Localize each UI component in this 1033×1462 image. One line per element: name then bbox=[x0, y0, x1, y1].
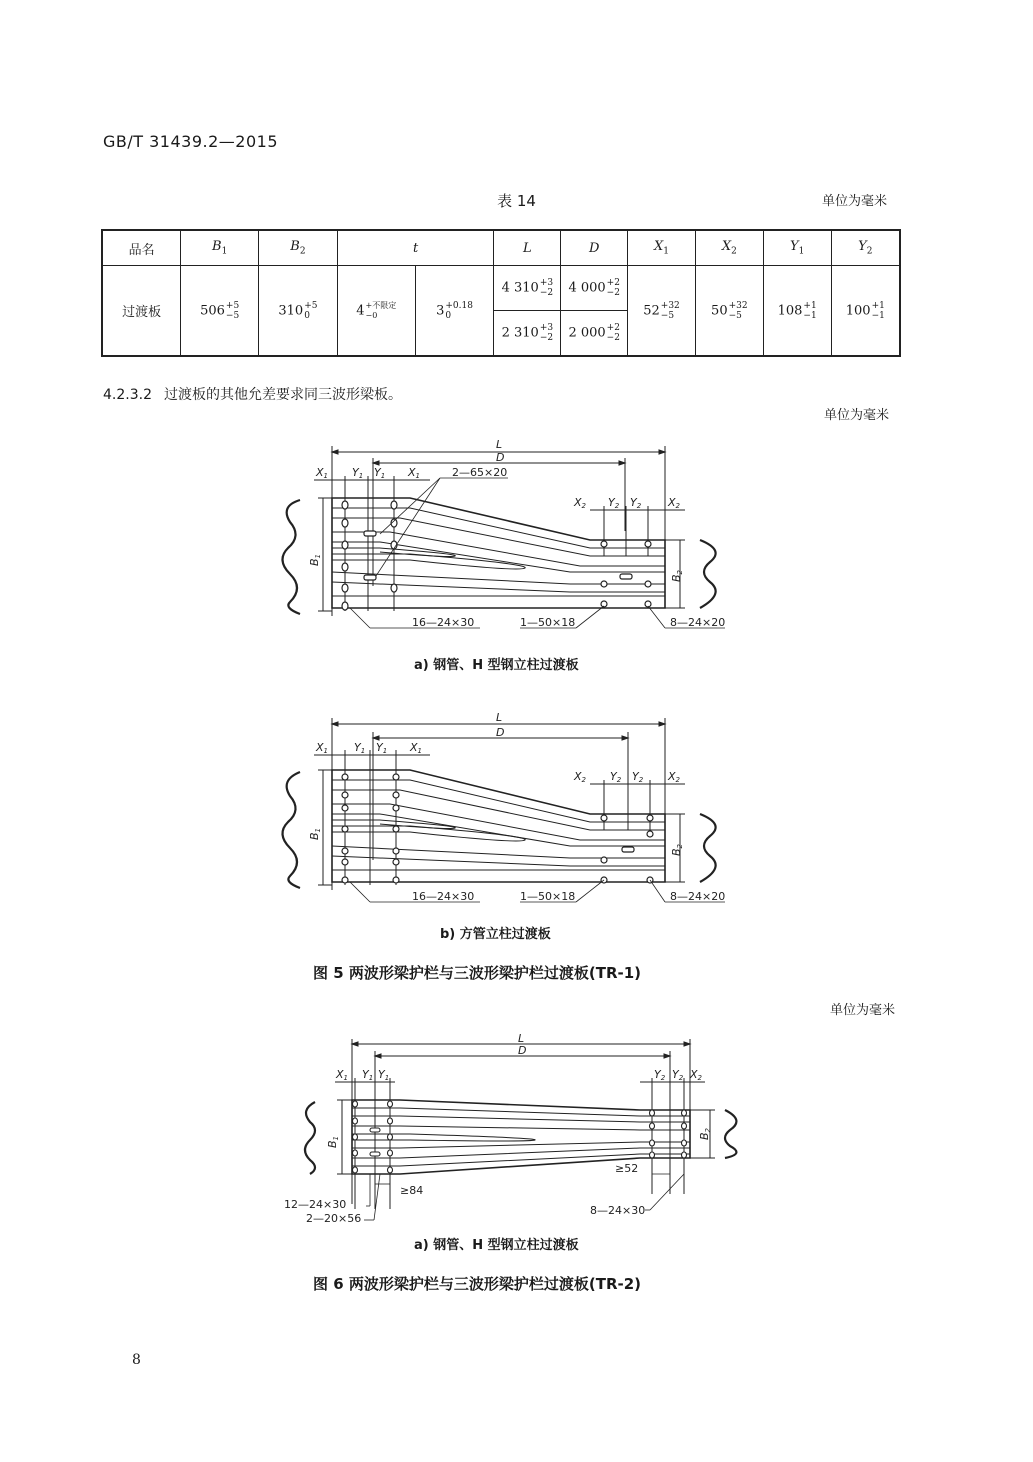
figure6a-drawing bbox=[280, 1034, 760, 1224]
svg-text:X2: X2 bbox=[574, 770, 587, 784]
cell-l2: 2 310 +3 −2 bbox=[494, 311, 561, 357]
svg-text:B1: B1 bbox=[326, 1135, 340, 1148]
svg-text:B2: B2 bbox=[670, 843, 684, 856]
header-cell: $Y_1$ bbox=[763, 230, 831, 266]
figure5-title: 图 5 两波形梁护栏与三波形梁护栏过渡板(TR-1) bbox=[313, 964, 642, 982]
header-cell: D bbox=[561, 230, 628, 266]
standard-number: GB/T 31439.2—2015 bbox=[103, 132, 279, 151]
callout: 1—50×18 bbox=[520, 890, 576, 903]
cell-y2: 100 +1 −1 bbox=[831, 266, 900, 357]
svg-text:D: D bbox=[518, 1044, 527, 1057]
svg-text:B1: B1 bbox=[308, 827, 322, 840]
callout: 16—24×30 bbox=[412, 616, 475, 629]
table-unit: 单位为毫米 bbox=[822, 194, 888, 209]
callout: 2—65×20 bbox=[452, 466, 508, 479]
svg-text:B2: B2 bbox=[670, 569, 684, 582]
figure6-title: 图 6 两波形梁护栏与三波形梁护栏过渡板(TR-2) bbox=[313, 1275, 642, 1293]
figure5a-drawing bbox=[270, 436, 750, 636]
svg-text:B2: B2 bbox=[698, 1127, 712, 1140]
svg-text:X1: X1 bbox=[410, 741, 423, 755]
figure5b-caption: b) 方管立柱过渡板 bbox=[440, 927, 551, 942]
svg-text:Y2: Y2 bbox=[610, 770, 622, 784]
callout: 12—24×30 bbox=[284, 1198, 347, 1211]
figure5a-caption: a) 钢管、H 型钢立柱过渡板 bbox=[414, 658, 579, 673]
row-name: 过渡板 bbox=[102, 266, 181, 357]
header-cell: 品名 bbox=[102, 230, 181, 266]
svg-text:Y2: Y2 bbox=[608, 496, 620, 510]
callout: 8—24×30 bbox=[590, 1204, 646, 1217]
cell-d1: 4 000 +2 −2 bbox=[561, 266, 628, 311]
svg-text:L: L bbox=[496, 711, 503, 724]
svg-text:Y2: Y2 bbox=[632, 770, 644, 784]
header-cell: t bbox=[337, 230, 494, 266]
figure5-unit: 单位为毫米 bbox=[824, 408, 890, 423]
cell-l1: 4 310 +3 −2 bbox=[494, 266, 561, 311]
callout: ≥52 bbox=[615, 1162, 639, 1175]
cell-b1: 506 +5 −5 bbox=[181, 266, 259, 357]
table-header-row bbox=[102, 230, 900, 266]
svg-text:X1: X1 bbox=[316, 466, 329, 480]
figure6a-caption: a) 钢管、H 型钢立柱过渡板 bbox=[414, 1238, 579, 1253]
cell-b2: 310 +5 0 bbox=[259, 266, 338, 357]
callout: ≥84 bbox=[400, 1184, 424, 1197]
header-cell: L bbox=[494, 230, 561, 266]
dim-D: D bbox=[496, 451, 505, 464]
callout: 8—24×20 bbox=[670, 616, 726, 629]
svg-text:Y1: Y1 bbox=[354, 741, 366, 755]
table-title: 表 14 bbox=[497, 192, 536, 210]
svg-text:X2: X2 bbox=[668, 770, 681, 784]
cell-t1: 4 +不限定 −0 bbox=[337, 266, 415, 357]
svg-text:Y2: Y2 bbox=[654, 1068, 666, 1082]
svg-text:Y1: Y1 bbox=[378, 1068, 390, 1082]
callout: 1—50×18 bbox=[520, 616, 576, 629]
svg-text:Y1: Y1 bbox=[362, 1068, 374, 1082]
svg-text:X2: X2 bbox=[668, 496, 681, 510]
header-cell: $B_2$ bbox=[259, 230, 338, 266]
svg-text:Y1: Y1 bbox=[352, 466, 364, 480]
svg-text:X2: X2 bbox=[690, 1068, 703, 1082]
callout: 16—24×30 bbox=[412, 890, 475, 903]
callout: 2—20×56 bbox=[306, 1212, 362, 1224]
cell-x1: 52 +32 −5 bbox=[628, 266, 696, 357]
svg-text:D: D bbox=[496, 726, 505, 739]
clause-4-2-3-2 bbox=[103, 384, 402, 404]
header-cell: $Y_2$ bbox=[831, 230, 900, 266]
header-cell: $X_1$ bbox=[628, 230, 696, 266]
page-number: 8 bbox=[132, 1352, 141, 1368]
figure5b-drawing bbox=[270, 710, 750, 910]
dim-L: L bbox=[496, 438, 503, 451]
cell-t2: 3 +0.18 0 bbox=[415, 266, 494, 357]
svg-text:Y2: Y2 bbox=[672, 1068, 684, 1082]
svg-text:L: L bbox=[518, 1034, 525, 1045]
table-row bbox=[102, 266, 900, 311]
clause-text: 过渡板的其他允差要求同三波形梁板。 bbox=[163, 387, 402, 403]
svg-text:Y2: Y2 bbox=[630, 496, 642, 510]
callout: 8—24×20 bbox=[670, 890, 726, 903]
svg-text:X1: X1 bbox=[316, 741, 329, 755]
svg-text:Y1: Y1 bbox=[374, 466, 386, 480]
clause-number: 4.2.3.2 bbox=[103, 387, 152, 403]
cell-y1: 108 +1 −1 bbox=[763, 266, 831, 357]
header-cell: $B_1$ bbox=[181, 230, 259, 266]
cell-x2: 50 +32 −5 bbox=[695, 266, 763, 357]
svg-text:X1: X1 bbox=[336, 1068, 349, 1082]
cell-d2: 2 000 +2 −2 bbox=[561, 311, 628, 357]
spec-table bbox=[101, 229, 901, 357]
svg-text:Y1: Y1 bbox=[376, 741, 388, 755]
svg-text:B1: B1 bbox=[308, 553, 322, 566]
figure6-unit: 单位为毫米 bbox=[830, 1003, 896, 1018]
header-cell: $X_2$ bbox=[695, 230, 763, 266]
svg-text:X2: X2 bbox=[574, 496, 587, 510]
svg-text:X1: X1 bbox=[408, 466, 421, 480]
